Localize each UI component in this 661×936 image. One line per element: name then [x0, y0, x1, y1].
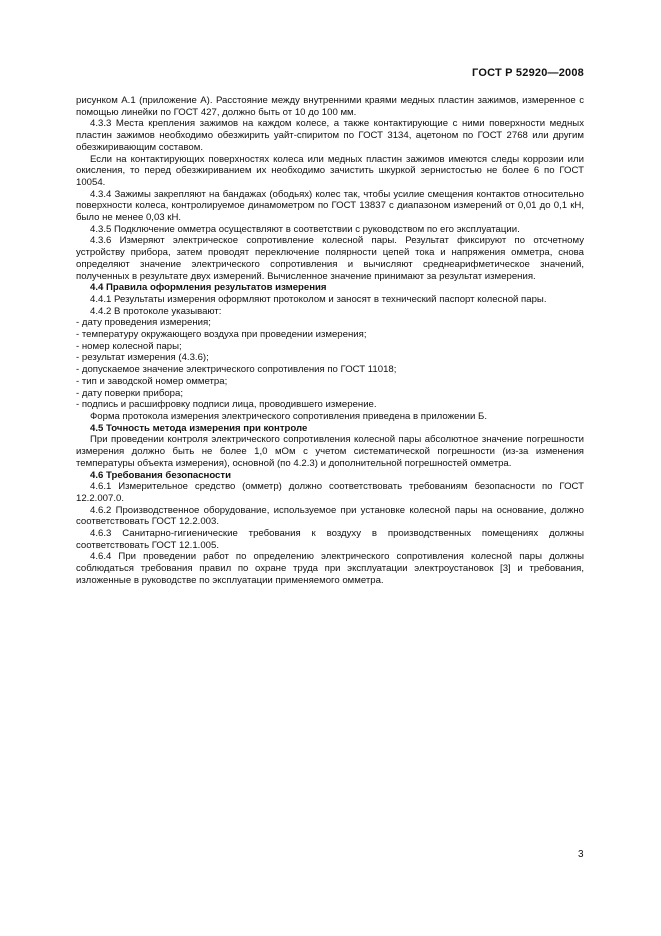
list-item: - подпись и расшифровку подписи лица, проводившего измерение. — [76, 399, 377, 411]
list-item: - тип и заводской номер омметра; — [76, 375, 228, 387]
paragraph: Если на контактирующих поверхностях колеса или медных пластин зажимов имеются следы коррозии или окисления, то перед обезжириванием их необходимо зачистить шкуркой зернистостью не более 6 по ГОСТ 10054. — [76, 153, 584, 188]
document-body — [76, 95, 584, 587]
paragraph: 4.6.2 Производственное оборудование, используемое при установке колесной пары на основание, должно соответствовать ГОСТ 12.2.003. — [76, 504, 584, 528]
list-item: - температуру окружающего воздуха при проведении измерения; — [76, 329, 367, 341]
paragraph: 4.4.2 В протоколе указывают: — [90, 305, 222, 317]
list-item: - номер колесной пары; — [76, 340, 182, 352]
paragraph: Форма протокола измерения электрического сопротивления приведена в приложении Б. — [90, 410, 488, 422]
section-heading: 4.5 Точность метода измерения при контроле — [90, 422, 308, 434]
list-item: - результат измерения (4.3.6); — [76, 352, 209, 364]
paragraph: 4.3.3 Места крепления зажимов на каждом колесе, а также контактирующие с ними поверхности медных пластин зажимов необходимо обезжирить уайт-спиритом по ГОСТ 3134, ацетоном по ГОСТ 2768 или другим обезжиривающим составом. — [76, 118, 584, 153]
document-header: ГОСТ Р 52920—2008 — [472, 67, 584, 79]
list-item: - дату проведения измерения; — [76, 317, 211, 329]
paragraph: 4.6.4 При проведении работ по определению электрического сопротивления колесной пары должны соблюдаться требования правил по охране труда при эксплуатации электроустановок [3] и требования, изложенные в руководстве по эксплуатации применяемого омметра. — [76, 551, 584, 586]
paragraph: 4.4.1 Результаты измерения оформляют протоколом и заносят в технический паспорт колесной пары. — [90, 293, 547, 305]
paragraph: 4.3.6 Измеряют электрическое сопротивление колесной пары. Результат фиксируют по отсчетному устройству прибора, затем проводят переключение полярности цепей тока и напряжения омметра, снова определяют значение электрического сопротивления и вычисляют среднеарифметическое значений, полученных в результате двух измерений. Вычисленное значение принимают за результат измерения. — [76, 235, 584, 282]
paragraph: 4.3.4 Зажимы закрепляют на бандажах (ободьях) колес так, чтобы усилие смещения контактов относительно поверхности колеса, контролируемое динамометром по ГОСТ 13837 с диапазоном измерений от 0,01 до 0,1 кН, было не менее 0,03 кН. — [76, 188, 584, 224]
section-heading: 4.6 Требования безопасности — [90, 469, 231, 481]
paragraph: 4.6.3 Санитарно-гигиенические требования к воздуху в производственных помещениях должны соответствовать ГОСТ 12.1.005. — [76, 528, 584, 551]
paragraph: 4.6.1 Измерительное средство (омметр) должно соответствовать требованиям безопасности по ГОСТ 12.2.007.0. — [76, 481, 584, 504]
paragraph: рисунком А.1 (приложение А). Расстояние между внутренними краями медных пластин зажимов, измеренное с помощью линейки по ГОСТ 427, должно быть от 10 до 100 мм. — [76, 95, 584, 118]
list-item: - допускаемое значение электрического сопротивления по ГОСТ 11018; — [76, 364, 397, 376]
page-number: 3 — [578, 849, 584, 860]
list-item: - дату поверки прибора; — [76, 387, 184, 399]
paragraph: При проведении контроля электрического сопротивления колесной пары абсолютное значение погрешности измерения должно быть не более 1,0 мОм с учетом систематической погрешности (из-за изменения температуры объекта измерения), основной (по 4.2.3) и дополнительной погрешностей омметра. — [76, 434, 584, 469]
section-heading: 4.4 Правила оформления результатов измерения — [90, 282, 327, 294]
paragraph: 4.3.5 Подключение омметра осуществляют в соответствии с руководством по его эксплуатации. — [90, 223, 520, 235]
